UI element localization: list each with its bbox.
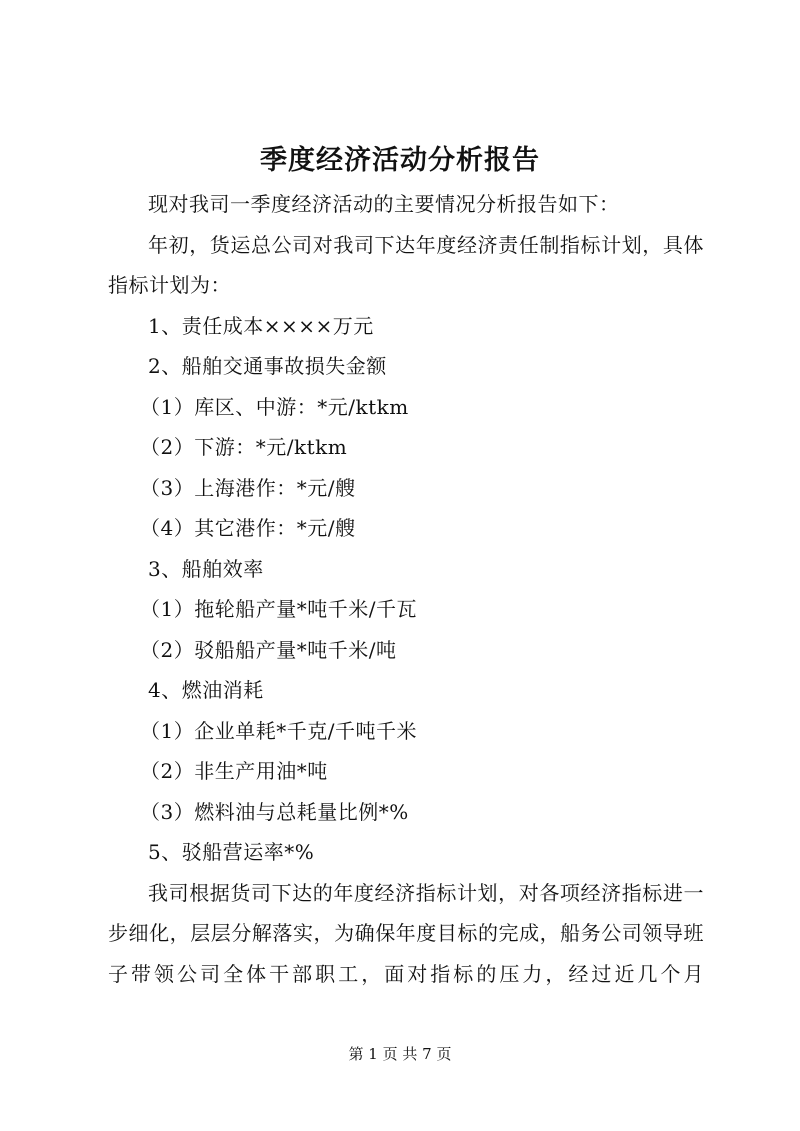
list-item: 2、船舶交通事故损失金额 — [148, 354, 387, 378]
list-item: 5、驳船营运率*% — [148, 840, 315, 864]
document-body — [108, 184, 704, 994]
page-footer — [0, 1044, 800, 1064]
list-item: 3、船舶效率 — [148, 556, 264, 581]
page-number: 第 1 页 共 7 页 — [348, 1045, 452, 1063]
sub-list-item: （2）非生产用油*吨 — [140, 759, 328, 783]
paragraph: 我司根据货司下达的年度经济指标计划，对各项经济指标进一步细化，层层分解落实，为确保年度目标的完成，船务公司领导班子带领公司全体干部职工，面对指标的压力，经过近几个月 — [108, 880, 704, 986]
sub-list-item: （3）燃料油与总耗量比例*% — [140, 799, 409, 824]
list-item: 4、燃油消耗 — [148, 678, 264, 702]
paragraph: 年初，货运总公司对我司下达年度经济责任制指标计划，具体指标计划为： — [108, 232, 704, 297]
list-item: 1、责任成本××××万元 — [148, 313, 374, 338]
document-title: 季度经济活动分析报告 — [260, 145, 540, 176]
sub-list-item: （2）下游：*元/ktkm — [140, 435, 348, 459]
sub-list-item: （2）驳船船产量*吨千米/吨 — [140, 637, 397, 662]
sub-list-item: （4）其它港作：*元/艘 — [140, 516, 356, 540]
sub-list-item: （3）上海港作：*元/艘 — [140, 475, 356, 500]
sub-list-item: （1）拖轮船产量*吨千米/千瓦 — [140, 597, 417, 621]
sub-list-item: （1）库区、中游：*元/ktkm — [140, 394, 409, 419]
paragraph: 现对我司一季度经济活动的主要情况分析报告如下： — [148, 192, 620, 216]
sub-list-item: （1）企业单耗*千克/千吨千米 — [140, 718, 417, 743]
